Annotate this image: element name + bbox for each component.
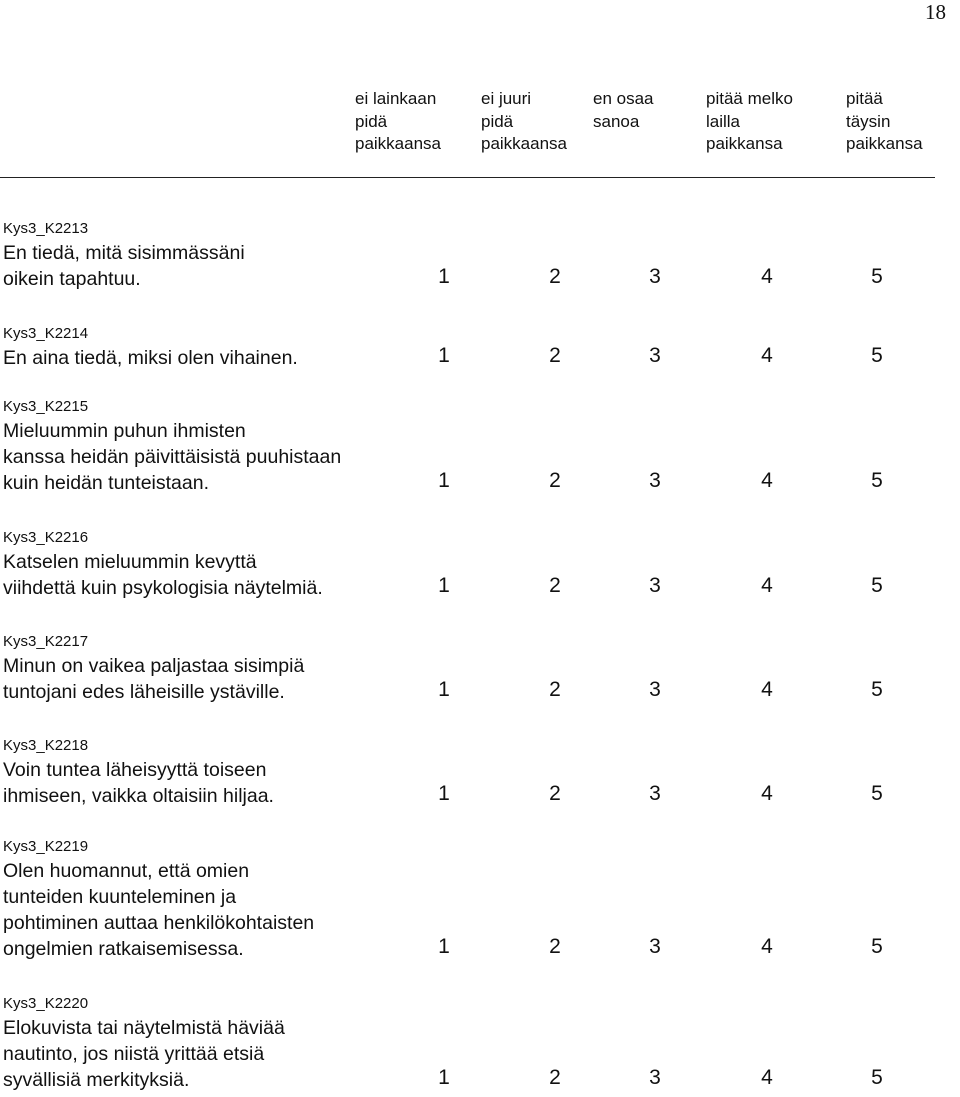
- scale-option-2[interactable]: 2: [549, 1066, 561, 1089]
- scale-option-4[interactable]: 4: [761, 1066, 773, 1089]
- question-code: Kys3_K2219: [3, 838, 89, 855]
- scale-option-1[interactable]: 1: [438, 265, 450, 288]
- scale-option-1[interactable]: 1: [438, 469, 450, 492]
- question-text: En tiedä, mitä sisimmässäni oikein tapahtuu.: [3, 242, 245, 290]
- scale-option-1[interactable]: 1: [438, 344, 450, 367]
- question-text: Katselen mieluummin kevyttä viihdettä kuin psykologisia näytelmiä.: [3, 551, 323, 599]
- question-code: Kys3_K2215: [3, 398, 89, 415]
- page-number: 18: [925, 0, 946, 24]
- scale-option-2[interactable]: 2: [549, 344, 561, 367]
- scale-option-2[interactable]: 2: [549, 469, 561, 492]
- scale-option-3[interactable]: 3: [649, 469, 661, 492]
- scale-option-4[interactable]: 4: [761, 344, 773, 367]
- scale-option-4[interactable]: 4: [761, 574, 773, 597]
- header-divider: [0, 177, 935, 178]
- question-code: Kys3_K2220: [3, 995, 89, 1012]
- scale-option-3[interactable]: 3: [649, 344, 661, 367]
- scale-option-3[interactable]: 3: [649, 678, 661, 701]
- scale-option-2[interactable]: 2: [549, 935, 561, 958]
- scale-option-1[interactable]: 1: [438, 935, 450, 958]
- scale-option-3[interactable]: 3: [649, 935, 661, 958]
- scale-option-2[interactable]: 2: [549, 678, 561, 701]
- question-text: En aina tiedä, miksi olen vihainen.: [3, 347, 298, 369]
- question-text: Voin tuntea läheisyyttä toiseen ihmiseen, vaikka oltaisiin hiljaa.: [3, 759, 274, 807]
- question-text: Elokuvista tai näytelmistä häviää nautinto, jos niistä yrittää etsiä syvällisiä merkityksiä.: [3, 1017, 285, 1091]
- scale-option-3[interactable]: 3: [649, 782, 661, 805]
- scale-option-4[interactable]: 4: [761, 782, 773, 805]
- question-code: Kys3_K2216: [3, 529, 89, 546]
- scale-option-2[interactable]: 2: [549, 265, 561, 288]
- question-code: Kys3_K2218: [3, 737, 89, 754]
- scale-header-1: ei lainkaan pidä paikkaansa: [355, 89, 442, 153]
- scale-option-4[interactable]: 4: [761, 678, 773, 701]
- scale-option-5[interactable]: 5: [871, 344, 883, 367]
- scale-option-1[interactable]: 1: [438, 574, 450, 597]
- scale-option-3[interactable]: 3: [649, 574, 661, 597]
- scale-header-3: en osaa sanoa: [593, 89, 654, 131]
- scale-option-4[interactable]: 4: [761, 469, 773, 492]
- scale-option-5[interactable]: 5: [871, 574, 883, 597]
- scale-option-1[interactable]: 1: [438, 782, 450, 805]
- scale-option-5[interactable]: 5: [871, 1066, 883, 1089]
- question-code: Kys3_K2217: [3, 633, 89, 650]
- scale-option-4[interactable]: 4: [761, 935, 773, 958]
- scale-option-2[interactable]: 2: [549, 574, 561, 597]
- scale-option-5[interactable]: 5: [871, 782, 883, 805]
- scale-option-5[interactable]: 5: [871, 935, 883, 958]
- scale-header-5: pitää täysin paikkansa: [846, 89, 923, 153]
- scale-header-2: ei juuri pidä paikkaansa: [481, 89, 568, 153]
- question-code: Kys3_K2213: [3, 220, 89, 237]
- scale-option-2[interactable]: 2: [549, 782, 561, 805]
- question-text: Mieluummin puhun ihmisten kanssa heidän päivittäisistä puuhistaan kuin heidän tunteistaan.: [3, 420, 342, 494]
- question-text: Minun on vaikea paljastaa sisimpiä tuntojani edes läheisille ystäville.: [3, 655, 305, 703]
- scale-option-1[interactable]: 1: [438, 1066, 450, 1089]
- scale-option-1[interactable]: 1: [438, 678, 450, 701]
- scale-option-5[interactable]: 5: [871, 678, 883, 701]
- scale-option-4[interactable]: 4: [761, 265, 773, 288]
- scale-header-4: pitää melko lailla paikkansa: [706, 89, 793, 153]
- question-text: Olen huomannut, että omien tunteiden kuunteleminen ja pohtiminen auttaa henkilökohtaisten ongelmien ratkaisemisessa.: [3, 860, 315, 960]
- scale-option-3[interactable]: 3: [649, 265, 661, 288]
- question-code: Kys3_K2214: [3, 325, 89, 342]
- scale-option-3[interactable]: 3: [649, 1066, 661, 1089]
- scale-option-5[interactable]: 5: [871, 265, 883, 288]
- scale-option-5[interactable]: 5: [871, 469, 883, 492]
